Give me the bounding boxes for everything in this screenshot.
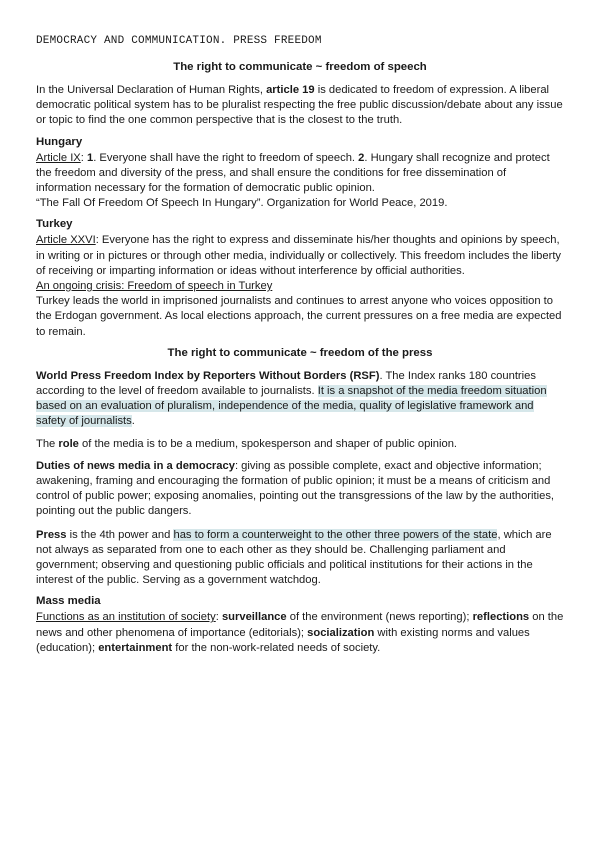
- bold-run: surveillance: [221, 611, 287, 624]
- text-run: The: [36, 437, 59, 450]
- text-run: . Everyone shall have the right to freedom of speech.: [93, 151, 359, 164]
- text-run: :: [215, 611, 222, 624]
- bold-run: 1: [86, 151, 94, 164]
- text-run: of the environment (news reporting);: [286, 611, 473, 624]
- highlighted-text: It is a snapshot of the media freedom situation based on an evaluation of pluralism, independence of the media, quality of legislative framework and safety of journalists: [36, 385, 547, 428]
- hungary-source: “The Fall Of Freedom Of Speech In Hungary”. Organization for World Peace, 2019.: [36, 197, 448, 210]
- section-heading-press: The right to communicate ~ freedom of the press: [167, 346, 433, 359]
- subheading-turkey: Turkey: [36, 218, 73, 231]
- speech-intro-paragraph: [36, 83, 564, 129]
- bold-run: Duties of news media in a democracy: [36, 459, 235, 472]
- turkey-crisis-text: Turkey leads the world in imprisoned journalists and continues to arrest anyone who voices opposition to the Erdogan government. As local elections approach, the current pressures on a free media are expected to remain.: [36, 295, 562, 338]
- highlighted-text: has to form a counterweight to the other three powers of the state: [173, 528, 498, 541]
- bold-run: article 19: [266, 84, 315, 96]
- turkey-paragraph: [36, 233, 564, 339]
- subheading-hungary: Hungary: [36, 135, 83, 148]
- bold-run: entertainment: [98, 641, 173, 654]
- bold-run: reflections: [472, 611, 530, 624]
- functions-link[interactable]: Functions as an institution of society: [36, 611, 216, 624]
- bold-run: role: [58, 437, 79, 450]
- subheading-mass-media: Mass media: [36, 595, 101, 608]
- mass-media-paragraph: [36, 610, 564, 656]
- press-duties-paragraph: [36, 459, 564, 520]
- document-title: DEMOCRACY AND COMMUNICATION. PRESS FREEDOM: [36, 35, 322, 47]
- press-index-paragraph: [36, 369, 564, 430]
- bold-run: socialization: [307, 626, 375, 639]
- section-heading-speech: The right to communicate ~ freedom of speech: [173, 61, 427, 73]
- text-run: is dedicated to freedom of expression. A liberal democratic political system has to be pluralist respecting the free public discussion/debate about any issue or topic to find the one common perspective that is the closest to the truth.: [36, 84, 563, 127]
- text-run: :: [80, 151, 87, 164]
- text-run: with existing norms and values (education);: [36, 626, 530, 654]
- bold-run: Press: [36, 528, 67, 541]
- text-run: for the non-work-related needs of society.: [172, 641, 381, 654]
- text-run: . Hungary shall recognize and protect the freedom and diversity of the press, and shall ensure the conditions for free dissemination of information necessary for the formation of democratic public opinion.: [36, 151, 550, 195]
- text-run: , which are not always as separated from one to each other as they should be. Challenging parliament and government; observing and questioning public officials and political institutions for their actions in the interest of the public. Serving as a government watchdog.: [36, 528, 552, 587]
- text-run: of the media is to be a medium, spokesperson and shaper of public opinion.: [78, 437, 458, 450]
- text-run: .: [131, 415, 135, 428]
- text-run: : Everyone has the right to express and disseminate his/her thoughts and opinions by speech, in writing or in pictures or through other media, individually or collectively. This freedom includes the liberty of receiving or imparting information or ideas without interference by official authorities.: [36, 234, 562, 277]
- turkey-crisis-link[interactable]: An ongoing crisis: Freedom of speech in Turkey: [36, 280, 273, 293]
- bold-run: 2: [358, 151, 365, 164]
- text-run: . The Index ranks 180 countries according to the level of freedom available to journalists.: [36, 369, 536, 398]
- hungary-paragraph: [36, 151, 564, 212]
- text-run: : giving as possible complete, exact and objective information; awakening, framing and encouraging the formation of public opinion; it must be a means of criticism and control of public power; exposing anomalies, pointing out the transgressions of the law by the authorities, pointing out the public dangers.: [36, 459, 555, 518]
- press-power-paragraph: [36, 528, 564, 589]
- article-ix-link[interactable]: Article IX: [36, 151, 81, 164]
- article-xxvi-link[interactable]: Article XXVI: [36, 234, 96, 247]
- text-run: on the news and other phenomena of importance (editorials);: [36, 611, 564, 639]
- bold-run: World Press Freedom Index by Reporters Without Borders (RSF): [36, 369, 380, 382]
- text-run: is the 4th power and: [66, 528, 174, 541]
- press-role-paragraph: [36, 437, 564, 452]
- text-run: In the Universal Declaration of Human Rights,: [36, 84, 267, 96]
